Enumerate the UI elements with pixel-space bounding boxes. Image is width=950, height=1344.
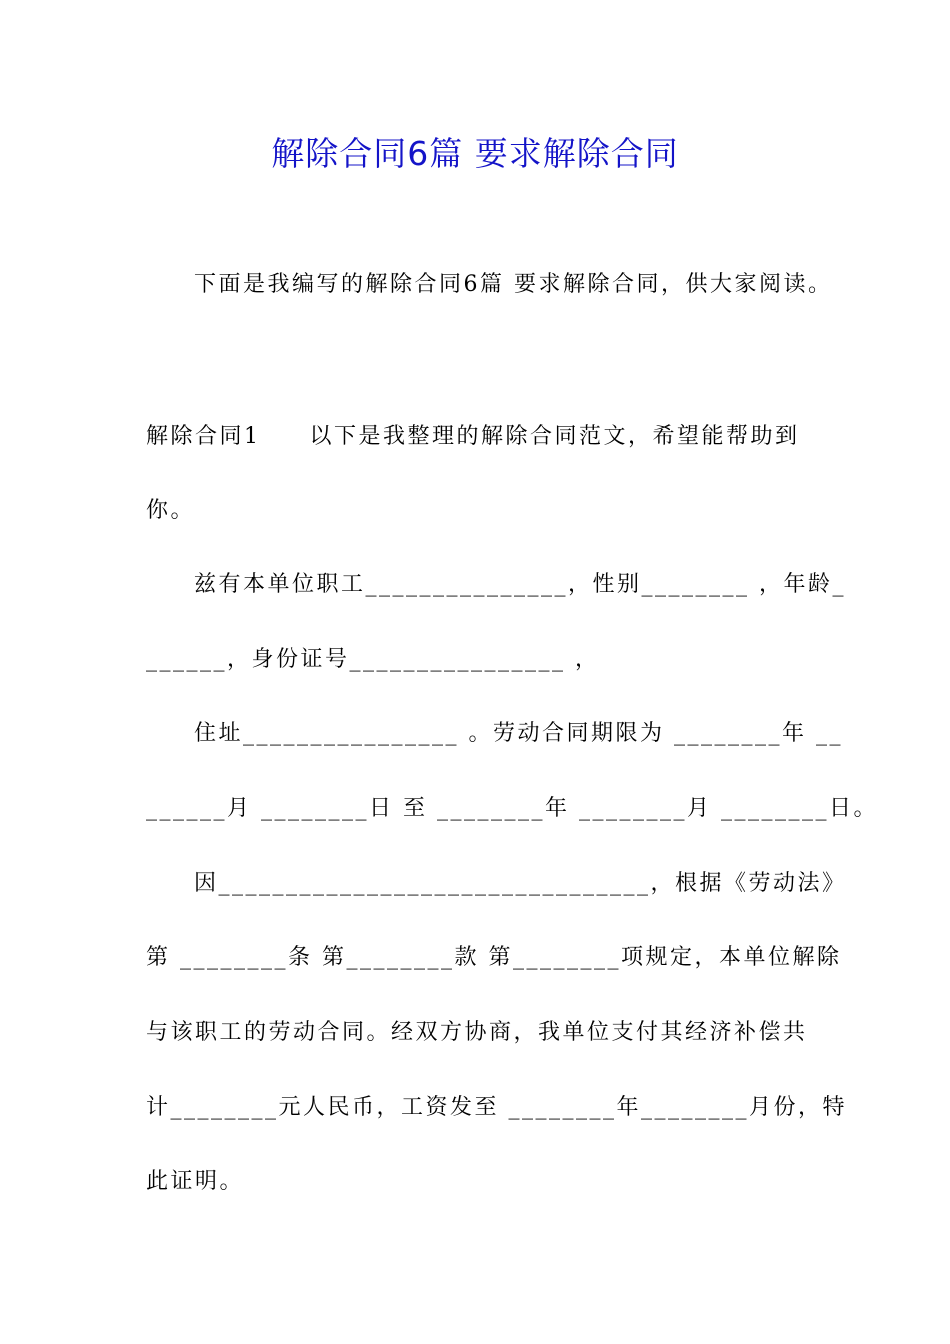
intro-paragraph: 下面是我编写的解除合同6篇 要求解除合同，供大家阅读。 — [194, 272, 833, 297]
text-line: 与该职工的劳动合同。经双方协商，我单位支付其经济补偿共 — [146, 1020, 808, 1045]
document-title: 解除合同6篇 要求解除合同 — [271, 134, 679, 173]
text-line: 兹有本单位职工_______________，性别________ ，年龄_ — [194, 572, 846, 597]
text-line: 你。 — [146, 498, 196, 523]
text-line: ______月 ________日 至 ________年 ________月 ________日。 — [146, 796, 878, 821]
text-line: 计________元人民币，工资发至 ________年________月份，特 — [146, 1095, 847, 1120]
text-line: 第 ________条 第________款 第________项规定，本单位解除 — [146, 945, 842, 970]
text-line: 此证明。 — [146, 1169, 245, 1194]
section-heading-line: 解除合同1 以下是我整理的解除合同范文，希望能帮助到 — [146, 424, 800, 449]
text-line: ______，身份证号________________ ， — [146, 647, 600, 672]
text-line: 住址________________ 。劳动合同期限为 ________年 __ — [194, 721, 843, 746]
text-line: 因________________________________，根据《劳动法》 — [194, 871, 847, 896]
